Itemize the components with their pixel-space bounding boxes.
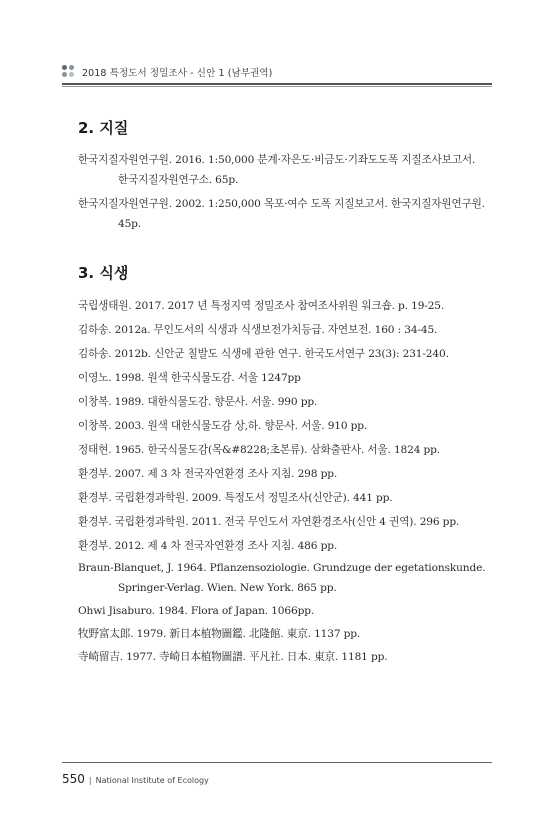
reference-line: 환경부. 국립환경과학원. 2011. 전국 무인도서 자연환경조사(신안 4 권역). 296 pp.: [78, 516, 460, 528]
reference-entry: [78, 536, 490, 556]
reference-entry: [78, 150, 490, 190]
reference-entry: [78, 601, 490, 621]
reference-line: 환경부. 국립환경과학원. 2009. 특정도서 정밀조사(신안군). 441 pp.: [78, 492, 393, 504]
reference-entry: [78, 344, 490, 364]
reference-line: 한국지질자원연구원. 2016. 1:50,000 분계·자은도·비금도·기좌도도폭 지질조사보고서.: [78, 154, 476, 166]
reference-entry: [78, 368, 490, 388]
reference-entry: [78, 194, 490, 234]
reference-entry: [78, 647, 490, 667]
header-rule-thin: [62, 86, 492, 87]
section-title-geology: 2. 지질: [78, 119, 129, 137]
page-number: 550: [62, 772, 85, 786]
reference-line: 이창복. 2003. 원색 대한식물도감 상,하. 향문사. 서울. 910 pp.: [78, 420, 368, 432]
header-dots-icon: [62, 65, 76, 79]
reference-line: 정태현. 1965. 한국식물도감(목&#8228;초본류). 삼화출판사. 서울. 1824 pp.: [78, 444, 441, 456]
header-rule: [62, 83, 492, 85]
reference-entry: [78, 296, 490, 316]
reference-continuation: Springer-Verlag. Wien. New York. 865 pp.: [118, 582, 337, 594]
page-footer: [62, 772, 209, 786]
reference-entry: [78, 558, 490, 598]
reference-line: Ohwi Jisaburo. 1984. Flora of Japan. 1066pp.: [78, 605, 315, 617]
reference-entry: [78, 440, 490, 460]
reference-line: 한국지질자원연구원. 2002. 1:250,000 목포·여수 도폭 지질보고서. 한국지질자원연구원.: [78, 198, 485, 210]
reference-continuation: 45p.: [118, 218, 142, 230]
reference-line: 이영노. 1998. 원색 한국식물도감. 서울 1247pp: [78, 372, 301, 384]
footer-rule: [62, 762, 492, 763]
reference-line: 김하송. 2012a. 무인도서의 식생과 식생보전가치등급. 자연보전. 160 : 34-45.: [78, 324, 438, 336]
section-title-vegetation: 3. 식생: [78, 264, 129, 282]
running-title: 2018 특정도서 정밀조사 - 신안 1 (남부권역): [82, 68, 273, 79]
reference-line: 이창복. 1989. 대한식물도감. 향문사. 서울. 990 pp.: [78, 396, 318, 408]
reference-entry: [78, 624, 490, 644]
running-header: [62, 63, 492, 81]
reference-line: 牧野富太郎. 1979. 新日本植物圖鑑. 北隆館. 東京. 1137 pp.: [78, 628, 361, 640]
reference-entry: [78, 512, 490, 532]
reference-line: 寺崎留吉. 1977. 寺崎日本植物圖譜. 平凡社. 日本. 東京. 1181 pp.: [78, 651, 388, 663]
reference-entry: [78, 464, 490, 484]
reference-entry: [78, 416, 490, 436]
reference-line: 국립생태원. 2017. 2017 년 특정지역 정밀조사 참여조사위원 워크숍. p. 19-25.: [78, 300, 445, 312]
reference-continuation: 한국지질자원연구소. 65p.: [118, 174, 239, 186]
reference-entry: [78, 392, 490, 412]
reference-line: 환경부. 2007. 제 3 차 전국자연환경 조사 지침. 298 pp.: [78, 468, 338, 480]
reference-line: 환경부. 2012. 제 4 차 전국자연환경 조사 지침. 486 pp.: [78, 540, 338, 552]
reference-line: 김하송. 2012b. 신안군 칠발도 식생에 관한 연구. 한국도서연구 23(3): 231-240.: [78, 348, 449, 360]
reference-entry: [78, 320, 490, 340]
reference-line: Braun-Blanquet, J. 1964. Pflanzensoziologie. Grundzuge der egetationskunde.: [78, 562, 486, 574]
footer-separator: |: [88, 776, 92, 785]
reference-entry: [78, 488, 490, 508]
footer-organization: National Institute of Ecology: [95, 776, 209, 785]
